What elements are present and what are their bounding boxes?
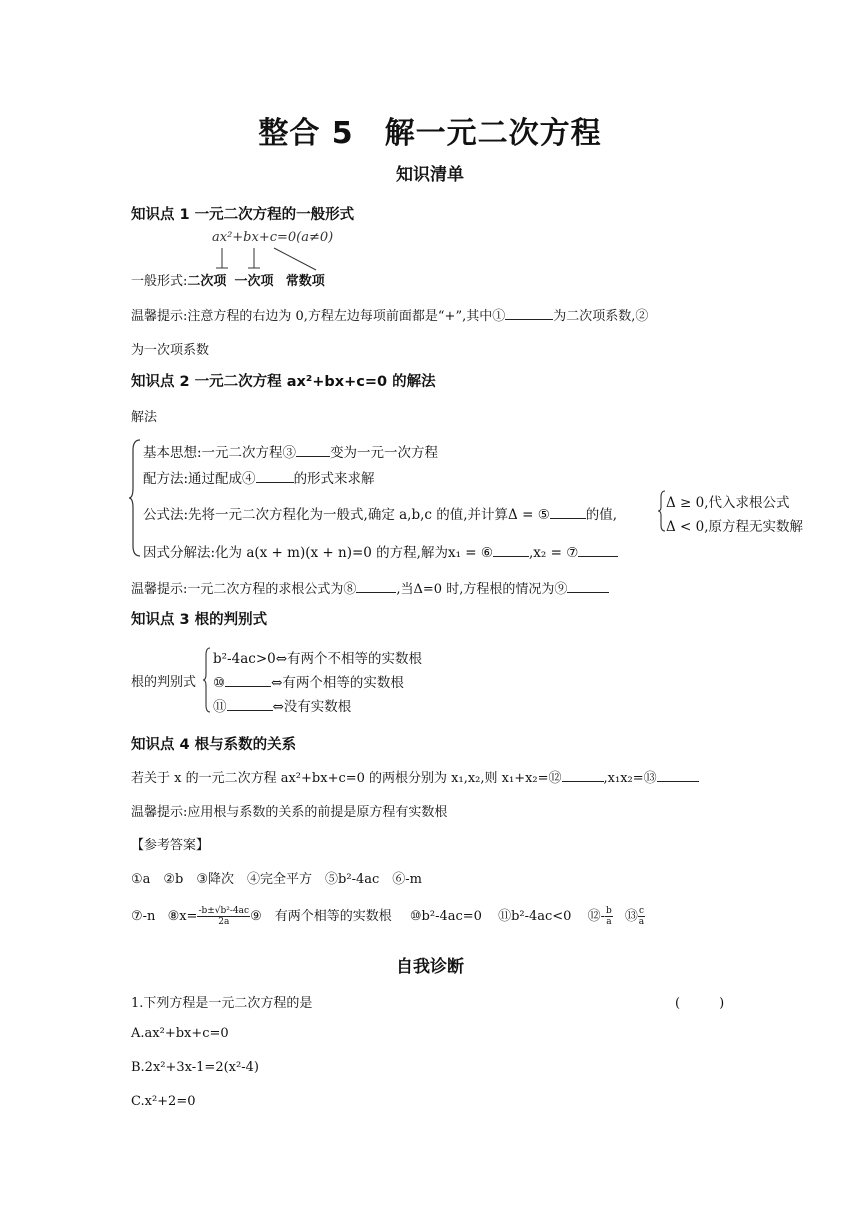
kp3-label: 根的判别式 [131, 675, 197, 690]
kp1-term-quadratic: 二次项 [187, 274, 227, 289]
kp1-formula: ax²+bx+c=0(a≠0) [212, 230, 334, 245]
kp4-heading: 知识点 4 根与系数的关系 [131, 737, 297, 753]
section-self-heading: 自我诊断 [396, 957, 464, 977]
answer-13-denominator: a [638, 917, 645, 927]
kp3-row3 [213, 695, 351, 715]
kp4-line [131, 767, 699, 786]
kp2-left-brace [128, 438, 142, 558]
q1-option-a[interactable]: A.ax²+bx+c=0 [131, 1026, 229, 1041]
kp1-tip [131, 305, 648, 324]
blank-4[interactable] [256, 482, 294, 483]
kp1-general-form [131, 270, 325, 289]
kp2-tip [131, 578, 609, 597]
kp1-term-constant: 常数项 [285, 274, 325, 289]
blank-5[interactable] [550, 518, 586, 519]
kp2-tip-a: 温馨提示:一元二次方程的求根公式为⑧ [131, 582, 357, 597]
kp1-heading: 知识点 1 一元二次方程的一般形式 [131, 207, 355, 223]
kp1-tip-a: 温馨提示:注意方程的右边为 0,方程左边每项前面都是“+”,其中① [131, 309, 506, 324]
kp2-method-label: 解法 [131, 410, 158, 425]
q1-answer-paren[interactable]: ( ) [675, 996, 725, 1011]
kp3-row2-b: ⇔有两个相等的实数根 [271, 675, 404, 691]
kp3-heading: 知识点 3 根的判别式 [131, 612, 268, 628]
kp2-line1 [143, 441, 438, 461]
kp2-line3-b: 的值, [585, 507, 618, 523]
kp2-line1-b: 变为一元一次方程 [330, 445, 439, 461]
answers-row1: ①a ②b ③降次 ④完全平方 ⑤b²-4ac ⑥-m [131, 872, 422, 887]
kp2-case1: Δ ≥ 0,代入求根公式 [666, 495, 790, 511]
answer-11: ⑪b²-4ac<0 [498, 909, 572, 924]
kp4-tip: 温馨提示:应用根与系数的关系的前提是原方程有实数根 [131, 805, 448, 820]
kp3-row2-a: ⑩ [213, 675, 226, 691]
section-knowledge-heading: 知识清单 [396, 165, 464, 185]
kp3-row3-b: ⇔没有实数根 [272, 699, 352, 715]
blank-10[interactable] [225, 686, 271, 687]
q1-stem: 1.下列方程是一元二次方程的是 [131, 996, 313, 1011]
answer-8-numerator: -b±√b²-4ac [198, 906, 250, 916]
kp3-row1: b²-4ac>0⇔有两个不相等的实数根 [213, 651, 423, 667]
kp3-row3-a: ⑪ [213, 699, 227, 715]
blank-8[interactable] [356, 592, 396, 593]
answer-8-prefix: ⑧x= [167, 909, 198, 924]
answer-12-fraction [605, 906, 613, 927]
kp1-pointer-lines [212, 246, 352, 272]
kp2-line3 [143, 503, 617, 523]
kp2-heading: 知识点 2 一元二次方程 ax²+bx+c=0 的解法 [131, 374, 436, 390]
kp1-term-linear: 一次项 [234, 274, 274, 289]
kp1-tip-c: 为一次项系数 [131, 343, 210, 358]
kp1-label: 一般形式: [131, 274, 188, 289]
kp2-line4-b: ,x₂ = ⑦ [528, 545, 579, 561]
blank-3[interactable] [296, 456, 330, 457]
answer-8-fraction [197, 906, 250, 927]
answers-heading: 【参考答案】 [131, 838, 210, 853]
answer-13-numerator: c [638, 906, 644, 916]
blank-11[interactable] [227, 710, 273, 711]
blank-9[interactable] [567, 592, 609, 593]
blank-6[interactable] [493, 556, 529, 557]
kp3-row2 [213, 671, 404, 691]
answer-12-numerator: b [606, 906, 612, 916]
q1-option-c[interactable]: C.x²+2=0 [131, 1094, 196, 1109]
blank-12[interactable] [562, 781, 604, 782]
answer-8-denominator: 2a [218, 917, 230, 927]
kp3-brace [202, 646, 212, 714]
blank-13[interactable] [657, 781, 699, 782]
answer-13-fraction [638, 906, 645, 927]
blank-1[interactable] [505, 319, 553, 320]
answers-row2 [131, 905, 645, 927]
answer-12-denominator: a [606, 917, 612, 927]
answer-12: ⑫- [587, 909, 606, 924]
kp4-line-a: 若关于 x 的一元二次方程 ax²+bx+c=0 的两根分别为 x₁,x₂,则 x₁+x₂=⑫ [131, 771, 562, 786]
q1-option-b[interactable]: B.2x²+3x-1=2(x²-4) [131, 1060, 259, 1075]
kp2-line1-a: 基本思想:一元二次方程③ [143, 445, 297, 461]
page-title: 整合 5 解一元二次方程 [258, 116, 602, 151]
kp2-line4-a: 因式分解法:化为 a(x + m)(x + n)=0 的方程,解为x₁ = ⑥ [143, 545, 493, 561]
answer-9: ⑨ 有两个相等的实数根 [250, 909, 392, 924]
answer-7: ⑦-n [131, 909, 156, 924]
kp2-tip-b: ,当Δ=0 时,方程根的情况为⑨ [396, 582, 568, 597]
kp2-line2 [143, 467, 375, 487]
kp2-line3-a: 公式法:先将一元二次方程化为一般式,确定 a,b,c 的值,并计算Δ = ⑤ [143, 507, 550, 523]
kp2-case2: Δ < 0,原方程无实数解 [666, 519, 804, 535]
kp2-line2-b: 的形式来求解 [293, 471, 375, 487]
kp2-line2-a: 配方法:通过配成④ [143, 471, 256, 487]
answer-10: ⑩b²-4ac=0 [409, 909, 482, 924]
answer-13: ⑬ [624, 909, 638, 924]
kp1-tip-b: 为二次项系数,② [553, 309, 649, 324]
blank-7[interactable] [578, 556, 618, 557]
kp4-line-b: ,x₁x₂=⑬ [603, 771, 657, 786]
kp2-line4 [143, 541, 618, 561]
